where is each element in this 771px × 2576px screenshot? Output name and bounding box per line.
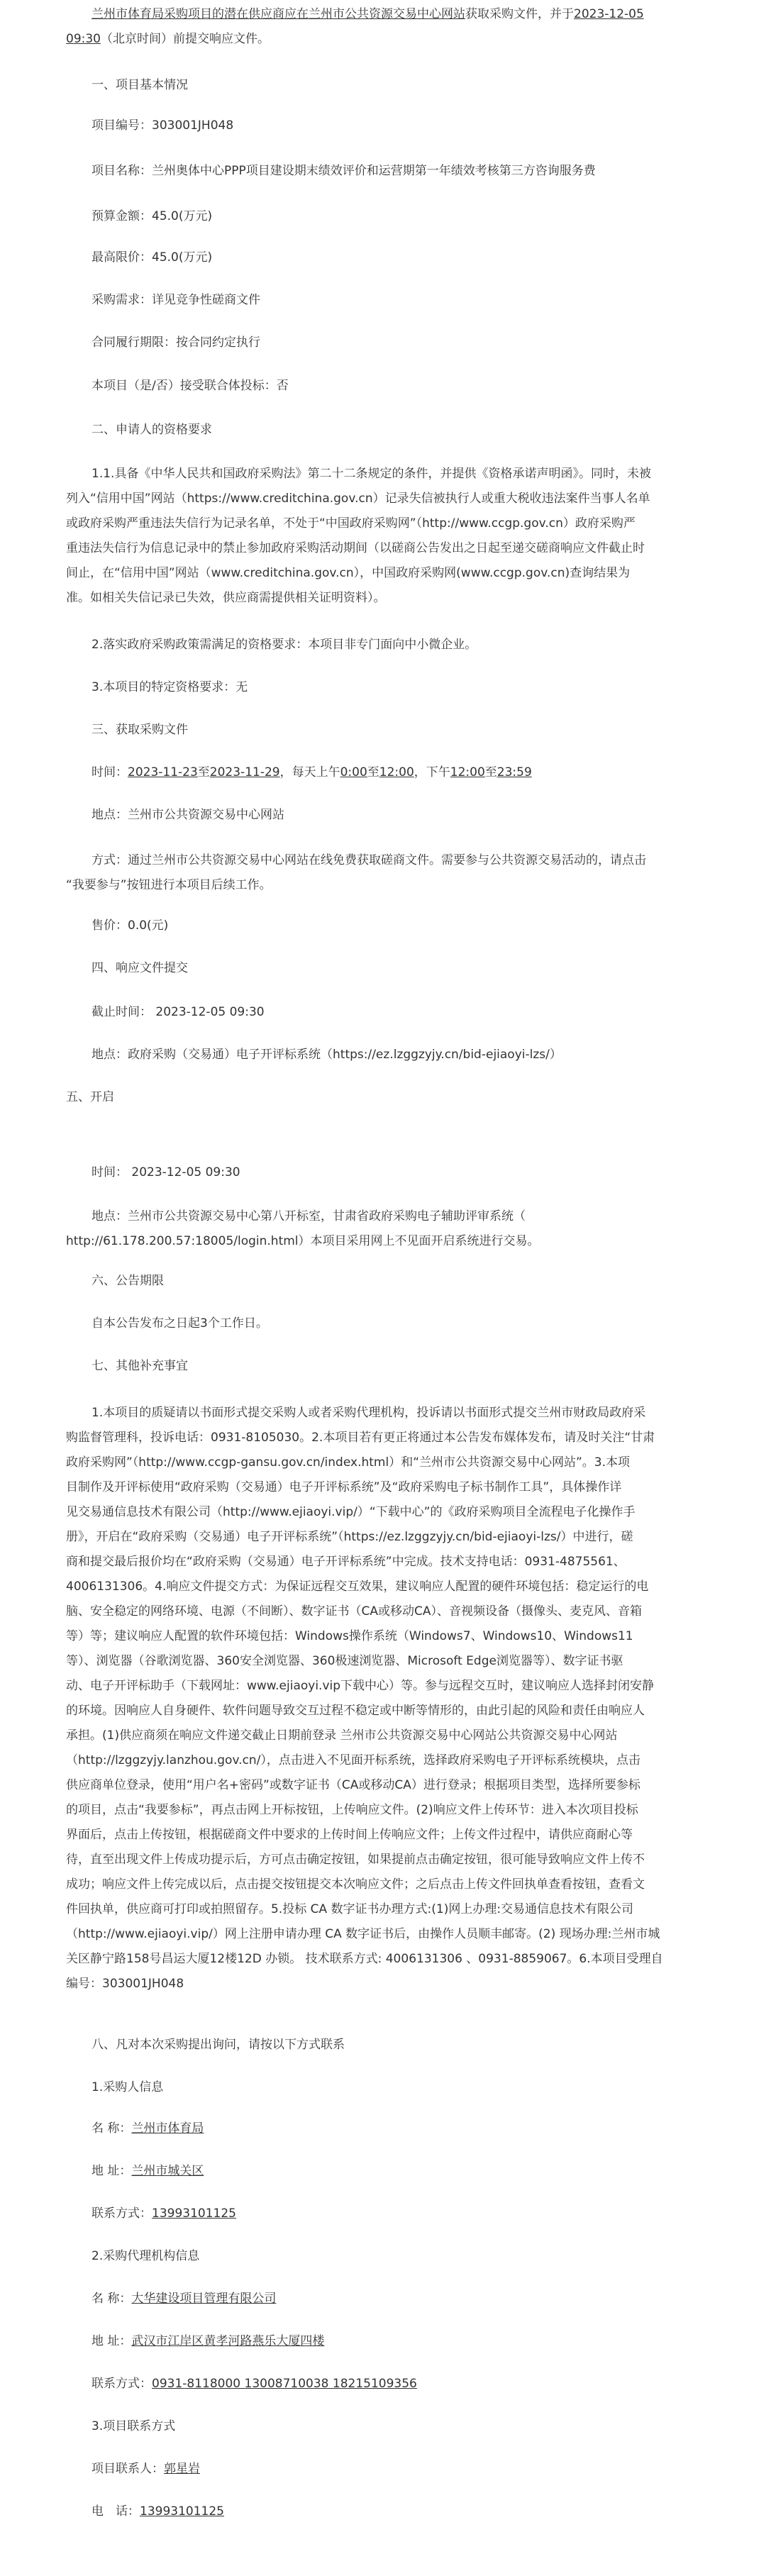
intro-line-1: 兰州市体育局采购项目的潜在供应商应在兰州市公共资源交易中心网站获取采购文件，并于2023-12-05 (91, 7, 644, 21)
intro-line-2: 09:30（北京时间）前提交响应文件。 (66, 32, 270, 46)
section-heading-supplementary: 七、其他补充事宜 (91, 1359, 188, 1373)
project-contact-person: 项目联系人：郭星岩 (91, 2462, 200, 2476)
project-contact-heading: 3.项目联系方式 (91, 2419, 176, 2433)
submission-place: 地点：政府采购（交易通）电子开评标系统（https://ez.lzggzyjy.cn/bid-ejiaoyi-lzs/） (91, 1048, 562, 1062)
procurement-needs: 采购需求：详见竞争性磋商文件 (91, 293, 260, 307)
budget-amount: 预算金额：45.0(万元) (91, 209, 213, 223)
section-heading-notice-period: 六、公告期限 (91, 1274, 164, 1288)
section-heading-contacts: 八、凡对本次采购提出询问，请按以下方式联系 (91, 2038, 345, 2052)
consortium-bid: 本项目（是/否）接受联合体投标：否 (91, 379, 289, 393)
purchaser-info-heading: 1.采购人信息 (91, 2080, 164, 2094)
notice-period-text: 自本公告发布之日起3个工作日。 (91, 1316, 268, 1331)
deadline-time: 09:30 (66, 32, 101, 46)
project-name: 项目名称：兰州奥体中心PPP项目建设期末绩效评价和运营期第一年绩效考核第三方咨询服务费 (91, 164, 596, 178)
section-heading-opening: 五、开启 (66, 1090, 114, 1104)
submission-deadline: 截止时间： 2023-12-05 09:30 (91, 1005, 265, 1019)
supplementary-paragraph: 1.本项目的质疑请以书面形式提交采购人或者采购代理机构，投诉请以书面形式提交兰州市财政局政府采 购监督管理科，投诉电话：0931-8105030。2.本项目若有更正将通过本公告发布媒体发布，请及时关注“甘肃 政府采购网”（http://www.ccgp-gansu.gov.cn/index.html）和“兰州市公共资源交易中心网站”。3.本项 目制作及开评标使用“政府采购（交易通）电子开评标系统”及“政府采购电子标书制作工具”，具体操作详 见交易通信息技术有限公司（http://www.ejiaoyi.vip/）“下载中心”的《政府采购项目全流程电子化操作手 册》，开启在“政府采购（交易通）电子开评标系统”（https://ez.lzggzyjy.cn/bid-ejiaoyi-lzs/）中进行，磋 商和提交最后报价均在“政府采购（交易通）电子开评标系统”中完成。技术支持电话：0931-4875561、 4006131306。4.响应文件提交方式：为保证远程交互效果，建议响应人配置的硬件环境包括：稳定运行的电 脑、安全稳定的网络环境、电源（不间断）、数字证书（CA或移动CA）、音视频设备（摄像头、麦克风、音箱 等）等；建议响应人配置的软件环境包括：Windows操作系统（Windows7、Windows10、Windows11 等）、浏览器（谷歌浏览器、360安全浏览器、360极速浏览器、Microsoft Edge浏览器等）、数字证书驱 动、电子开评标助手（下载网址：www.ejiaoyi.vip下载中心）等。参与远程交互时，建议响应人选择封闭安静 的环境。因响应人自身硬件、软件问题导致交互过程不稳定或中断等情形的，由此引起的风险和责任由响应人 承担。(1)供应商须在响应文件递交截止日期前登录 兰州市公共资源交易中心网站公共资源交易中心网站 （http://lzggzyjy.lanzhou.gov.cn/），点击进入不见面开标系统，选择政府采购电子开评标系统模块，点击 供应商单位登录，使用“用户名+密码”或数字证书（CA或移动CA）进行登录；根据项目类型，选择所要参标 的项目，点击“我要参标”，再点击网上开标按钮，上传响应文件。(2)响应文件上传环节：进入本次项目投标 界面后，点击上传按钮，根据磋商文件中要求的上传时间上传响应文件；上传文件过程中，请供应商耐心等 待，直至出现文件上传成功提示后，方可点击确定按钮，如果提前点击确定按钮，很可能导致响应文件上传不 成功；响应文件上传完成以后，点击提交按钮提交本次响应文件；之后点击上传文件回执单查看按钮，查看文 件回执单，供应商可打印或拍照留存。5.投标 CA 数字证书办理方式:(1)网上办理:交易通信息技术有限公司 （http://www.ejiaoyi.vip/）网上注册申请办理 CA 数字证书后，由操作人员顺丰邮寄。(2) 现场办理:兰州市城 关区静宁路158号昌运大厦12楼12D 办锁。 技术联系方式: 4006131306 、0931-8859067。6.本项目受理自 编号：303001JH048 (66, 1406, 663, 1991)
max-price: 最高限价：45.0(万元) (91, 250, 213, 265)
contract-period: 合同履行期限：按合同约定执行 (91, 335, 260, 350)
opening-place: 地点：兰州市公共资源交易中心第八开标室，甘肃省政府采购电子辅助评审系统（ http://61.178.200.57:18005/login.html）本项目采用网上不见面开启系统进行交易。 (66, 1209, 540, 1248)
section-heading-submission: 四、响应文件提交 (91, 961, 188, 975)
section-heading-basic-info: 一、项目基本情况 (91, 78, 188, 92)
documents-price: 售价：0.0(元) (91, 918, 169, 933)
deadline-date: 2023-12-05 (574, 7, 644, 21)
get-documents-place: 地点：兰州市公共资源交易中心网站 (91, 808, 284, 822)
source-site-link[interactable]: 兰州市体育局采购项目的潜在供应商应在兰州市公共资源交易中心网站 (91, 7, 465, 21)
section-heading-get-documents: 三、获取采购文件 (91, 723, 188, 737)
get-documents-time: 时间：2023-11-23至2023-11-29，每天上午0:00至12:00，下午12:00至23:59 (91, 765, 532, 779)
project-contact-phone: 电 话：13993101125 (91, 2504, 224, 2519)
agency-phone: 联系方式：0931-8118000 13008710038 18215109356 (91, 2377, 417, 2391)
qualification-specific: 3.本项目的特定资格要求：无 (91, 680, 248, 694)
agency-info-heading: 2.采购代理机构信息 (91, 2249, 200, 2263)
purchaser-phone: 联系方式：13993101125 (91, 2206, 236, 2221)
get-documents-method: 方式：通过兰州市公共资源交易中心网站在线免费获取磋商文件。需要参与公共资源交易活动的，请点击 “我要参与”按钮进行本项目后续工作。 (66, 853, 646, 892)
purchaser-address: 地 址：兰州市城关区 (91, 2164, 204, 2178)
opening-time: 时间： 2023-12-05 09:30 (91, 1165, 240, 1179)
agency-address: 地 址：武汉市江岸区黄孝河路燕乐大厦四楼 (91, 2334, 325, 2348)
project-number: 项目编号：303001JH048 (91, 118, 234, 133)
agency-name: 名 称：大华建设项目管理有限公司 (91, 2292, 277, 2306)
qualification-paragraph-1: 1.1.具备《中华人民共和国政府采购法》第二十二条规定的条件，并提供《资格承诺声明函》。同时，未被 列入“信用中国”网站（https://www.creditchina.gov.cn）记录失信被执行人或重大税收违法案件当事人名单 或政府采购严重违法失信行为记录名单，不处于“中国政府采购网”（http://www.ccgp.gov.cn）政府采购严 重违法失信行为信息记录中的禁止参加政府采购活动期间（以磋商公告发出之日起至递交磋商响应文件截止时 间止，在“信用中国”网站（www.creditchina.gov.cn），中国政府采购网(www.ccgp.gov.cn)查询结果为 准。如相关失信记录已失效，供应商需提供相关证明资料）。 (66, 467, 651, 605)
purchaser-name: 名 称：兰州市体育局 (91, 2121, 204, 2136)
qualification-policy: 2.落实政府采购政策需满足的资格要求：本项目非专门面向中小微企业。 (91, 638, 477, 652)
section-heading-qualification: 二、申请人的资格要求 (91, 423, 212, 437)
